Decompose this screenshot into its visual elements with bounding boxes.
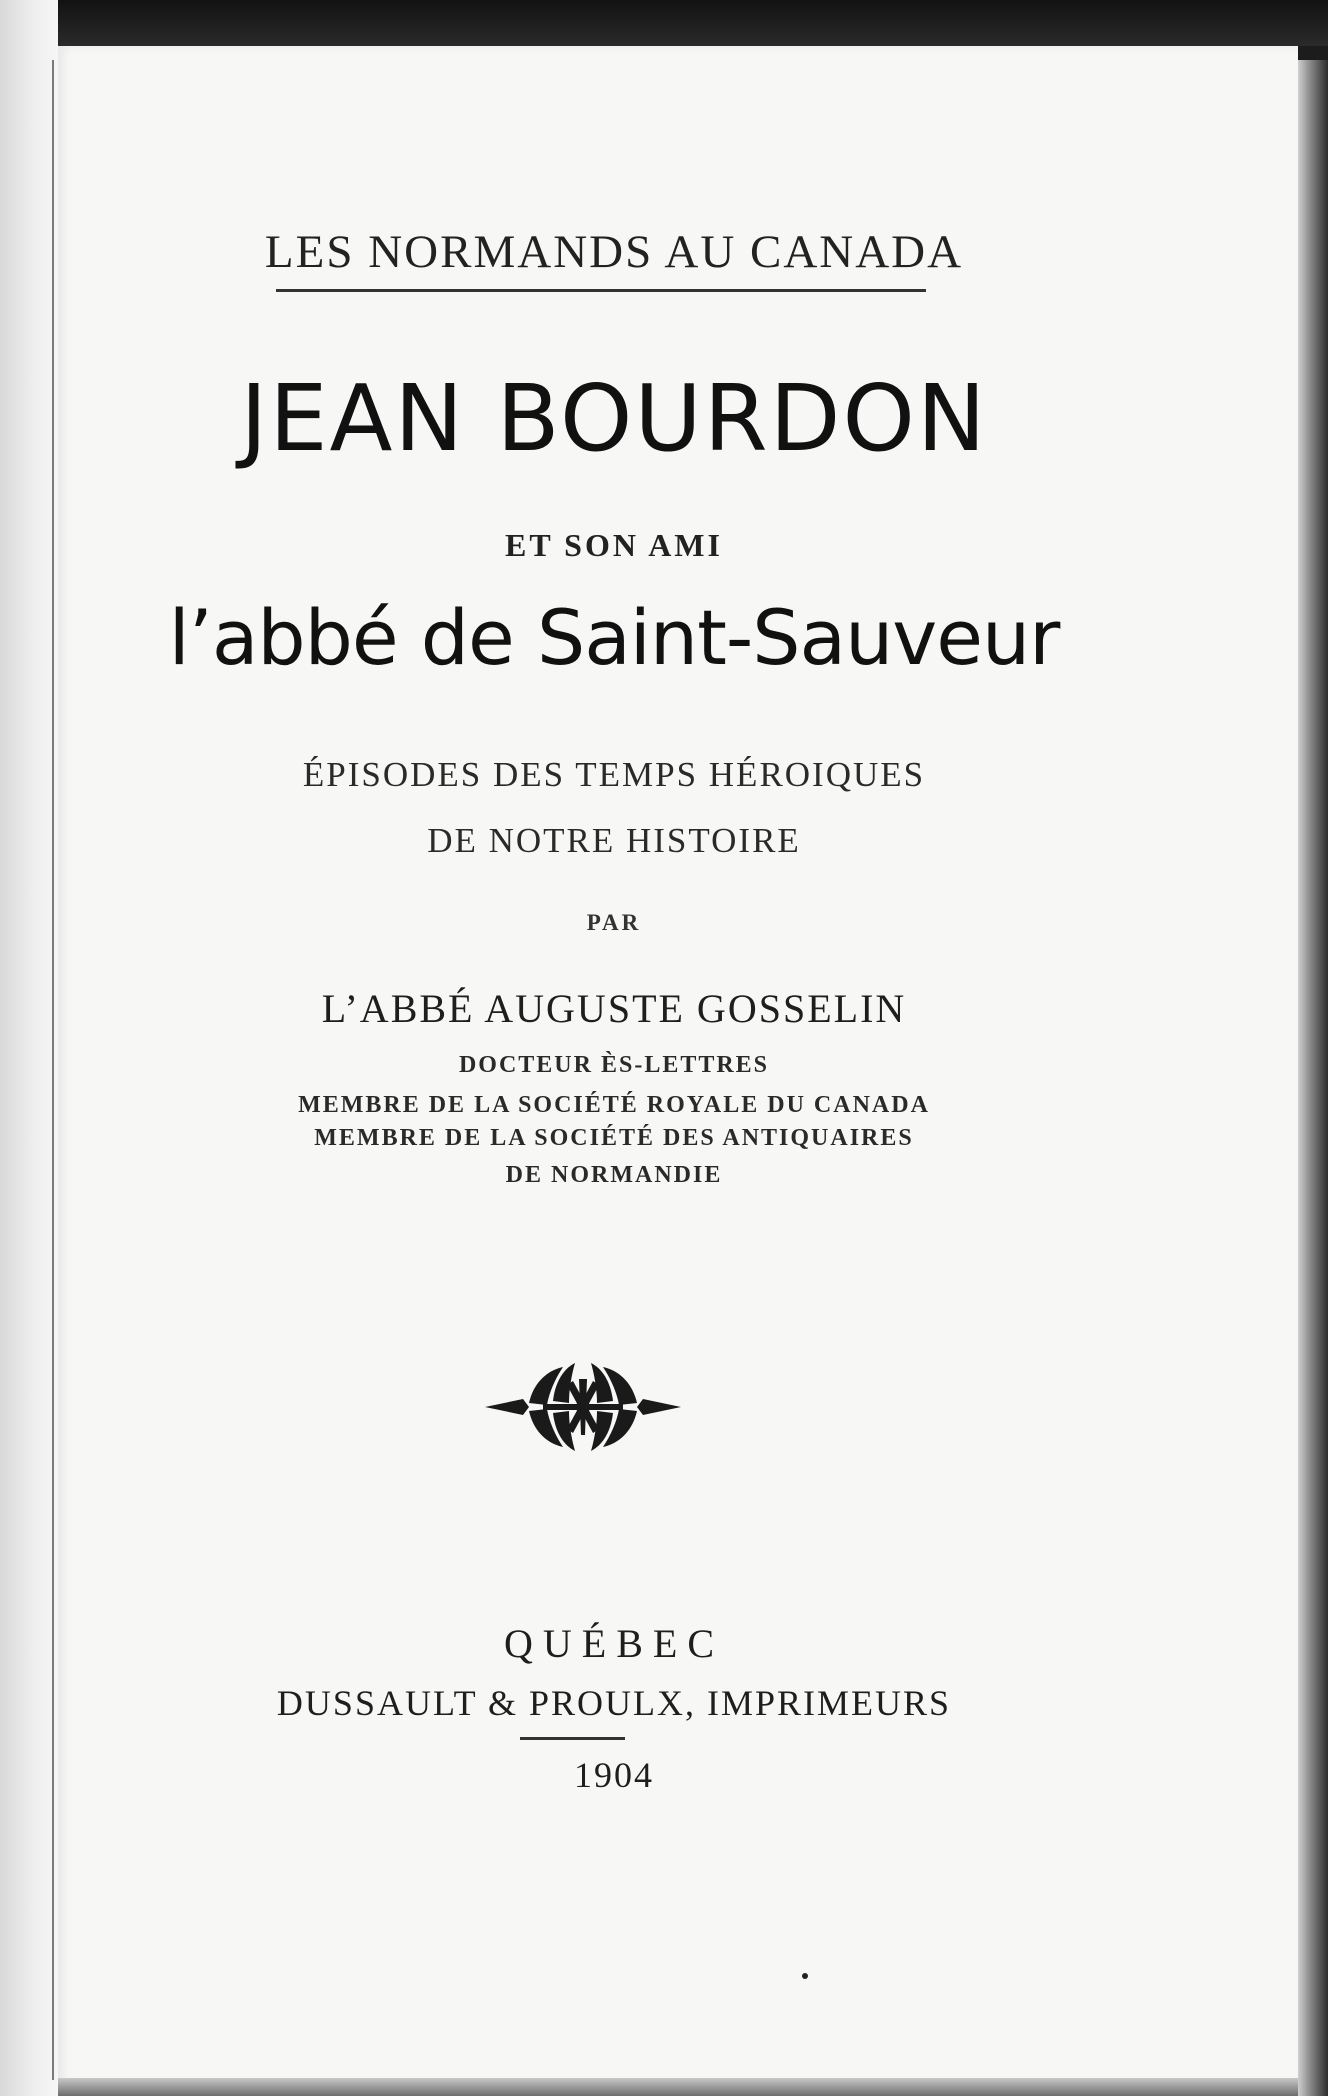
subtitle-main: l’abbé de Saint-Sauveur — [168, 593, 1060, 682]
by-label: PAR — [586, 910, 642, 935]
description-line-2: DE NOTRE HISTOIRE — [427, 821, 801, 860]
author-credential: DE NORMANDIE — [505, 1162, 723, 1188]
book-title: JEAN BOURDON — [240, 365, 988, 472]
author-credential: MEMBRE DE LA SOCIÉTÉ DES ANTIQUAIRES — [314, 1125, 914, 1151]
author-credential: DOCTEUR ÈS-LETTRES — [458, 1052, 770, 1078]
scan-background-top — [0, 0, 1328, 46]
fleuron-ornament-icon — [483, 1359, 683, 1455]
series-underline — [276, 289, 926, 292]
book-spine-margin — [0, 0, 58, 2096]
description-line-1: ÉPISODES DES TEMPS HÉROIQUES — [302, 755, 926, 794]
page-bottom-edge — [58, 2078, 1298, 2096]
publisher-rule — [520, 1737, 625, 1740]
publication-city: QUÉBEC — [504, 1621, 724, 1666]
page-edge-shadow — [1298, 60, 1328, 2096]
subtitle-connector: ET SON AMI — [505, 527, 723, 563]
paper-speck — [802, 1973, 808, 1979]
author-credential: MEMBRE DE LA SOCIÉTÉ ROYALE DU CANADA — [298, 1092, 930, 1118]
publisher-name: DUSSAULT & PROULX, IMPRIMEURS — [276, 1683, 952, 1723]
author-name: L’ABBÉ AUGUSTE GOSSELIN — [321, 986, 907, 1031]
gutter-line — [52, 60, 54, 2080]
series-title: LES NORMANDS AU CANADA — [264, 226, 964, 278]
publication-year: 1904 — [574, 1755, 654, 1795]
